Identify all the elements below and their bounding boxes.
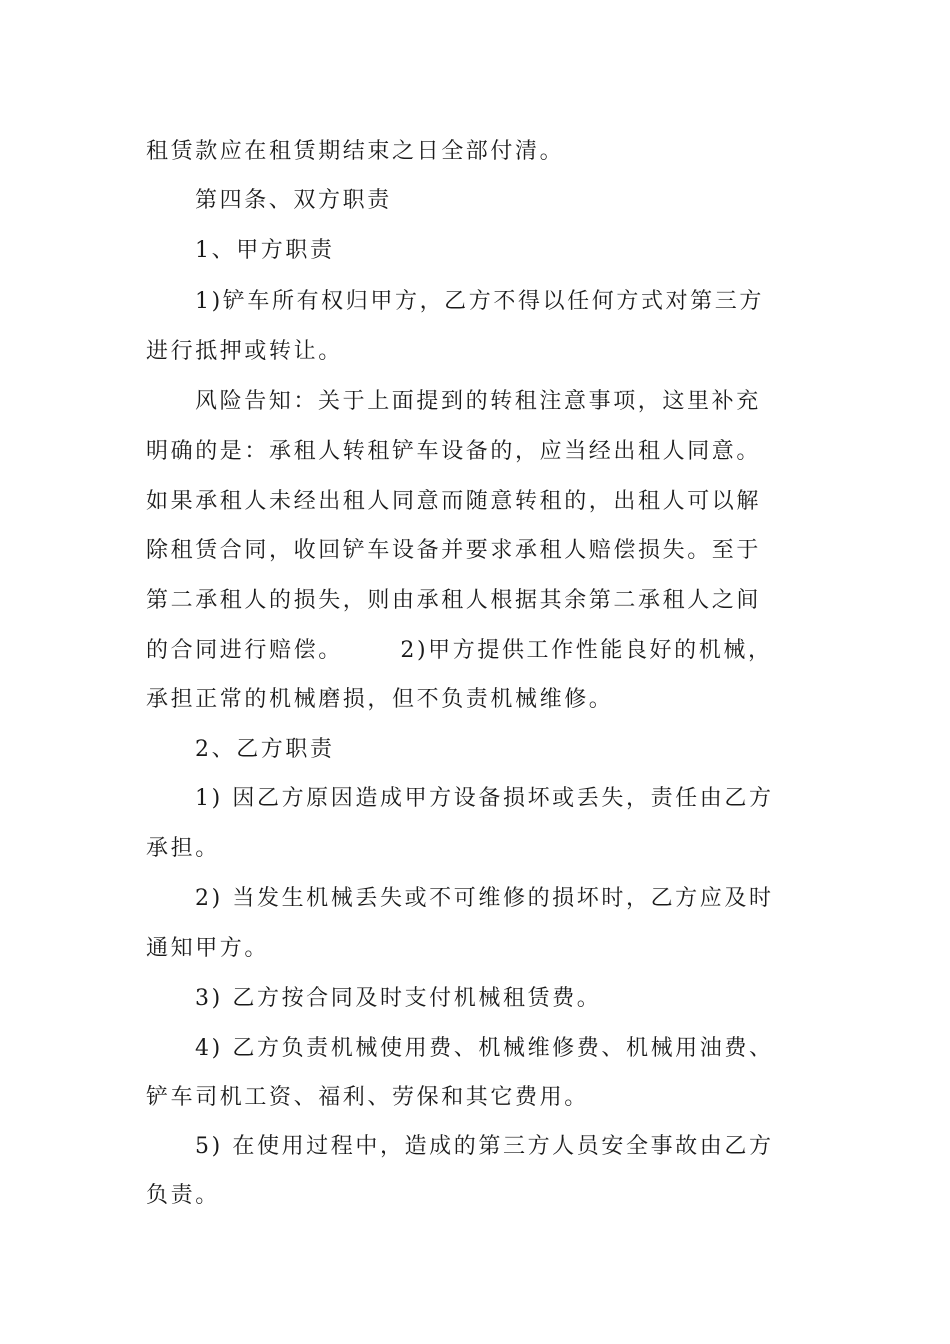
section-heading: 第四条、双方职责 xyxy=(195,188,392,213)
text-line: 铲车司机工资、福利、劳保和其它费用。 xyxy=(146,1085,589,1110)
text-line: 第二承租人的损失，则由承租人根据其余第二承租人之间 xyxy=(146,588,762,613)
text-line: 如果承租人未经出租人同意而随意转租的，出租人可以解 xyxy=(146,489,762,514)
text-line: 进行抵押或转让。 xyxy=(146,339,343,364)
text-line: 承担正常的机械磨损，但不负责机械维修。 xyxy=(146,687,614,712)
subsection-heading: 2、乙方职责 xyxy=(195,737,335,762)
text-line: 除租赁合同，收回铲车设备并要求承租人赔偿损失。至于 xyxy=(146,538,762,563)
text-line: 风险告知：关于上面提到的转租注意事项，这里补充 xyxy=(195,389,761,414)
subsection-heading: 1、甲方职责 xyxy=(195,238,335,263)
text-line: 承担。 xyxy=(146,836,220,861)
text-line: 的合同进行赔偿。 2)甲方提供工作性能良好的机械， xyxy=(146,638,773,663)
text-line: 租赁款应在租赁期结束之日全部付清。 xyxy=(146,139,565,164)
text-line: 2) 当发生机械丢失或不可维修的损坏时，乙方应及时 xyxy=(195,886,774,911)
text-line: 明确的是：承租人转租铲车设备的，应当经出租人同意。 xyxy=(146,439,762,464)
text-line: 负责。 xyxy=(146,1183,220,1208)
text-line: 3) 乙方按合同及时支付机械租赁费。 xyxy=(195,986,602,1011)
text-line: 5) 在使用过程中，造成的第三方人员安全事故由乙方 xyxy=(195,1134,774,1159)
text-line: 1)铲车所有权归甲方，乙方不得以任何方式对第三方 xyxy=(195,289,764,314)
text-line: 通知甲方。 xyxy=(146,936,270,961)
text-line: 1) 因乙方原因造成甲方设备损坏或丢失，责任由乙方 xyxy=(195,786,774,811)
text-line: 4) 乙方负责机械使用费、机械维修费、机械用油费、 xyxy=(195,1036,774,1061)
